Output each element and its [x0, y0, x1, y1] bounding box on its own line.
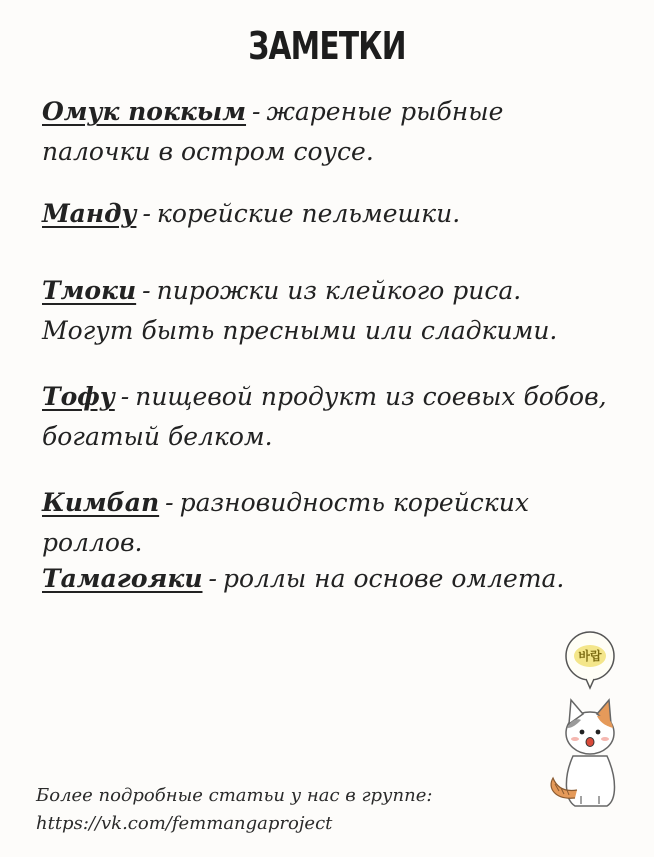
note-term: Тмоки — [42, 276, 137, 305]
cat-eye-right — [596, 730, 601, 735]
note-item — [42, 271, 612, 351]
note-term: Омук поккым — [42, 97, 247, 126]
footer-text: Более подробные статьи у нас в группе: — [36, 785, 433, 806]
note-definition: разновидность корейских роллов. — [42, 488, 529, 557]
note-term: Манду — [42, 199, 137, 228]
cat-blush-right — [601, 737, 609, 741]
note-term: Тофу — [42, 382, 115, 411]
cat-mascot-icon — [545, 628, 635, 818]
cat-eye-left — [580, 730, 585, 735]
note-definition: пирожки из клейкого риса. Могут быть пресными или сладкими. — [42, 276, 558, 345]
note-item — [42, 483, 612, 563]
note-dash: - — [208, 564, 217, 593]
cat-blush-left — [571, 737, 579, 741]
note-definition: пищевой продукт из соевых бобов, богатый белком. — [42, 382, 607, 451]
note-definition: корейские пельмешки. — [156, 199, 461, 228]
bubble-tail — [586, 679, 594, 688]
note-dash: - — [142, 276, 151, 305]
note-term: Кимбап — [42, 488, 160, 517]
note-item — [42, 92, 612, 172]
page-title: ЗАМЕТКИ — [248, 24, 406, 68]
footer — [36, 782, 432, 838]
note-item — [42, 559, 612, 599]
note-term: Тамагояки — [42, 564, 203, 593]
note-dash: - — [142, 199, 151, 228]
cat-mouth — [586, 738, 594, 747]
note-dash: - — [165, 488, 174, 517]
bubble-text: 바랍 — [578, 649, 602, 663]
note-dash: - — [252, 97, 261, 126]
note-item — [42, 377, 612, 457]
note-definition: жареные рыбные палочки в остром соусе. — [42, 97, 504, 166]
note-item — [42, 194, 612, 234]
group-link[interactable]: https://vk.com/femmangaproject — [36, 813, 333, 834]
note-dash: - — [120, 382, 130, 411]
note-definition: роллы на основе омлета. — [222, 564, 565, 593]
